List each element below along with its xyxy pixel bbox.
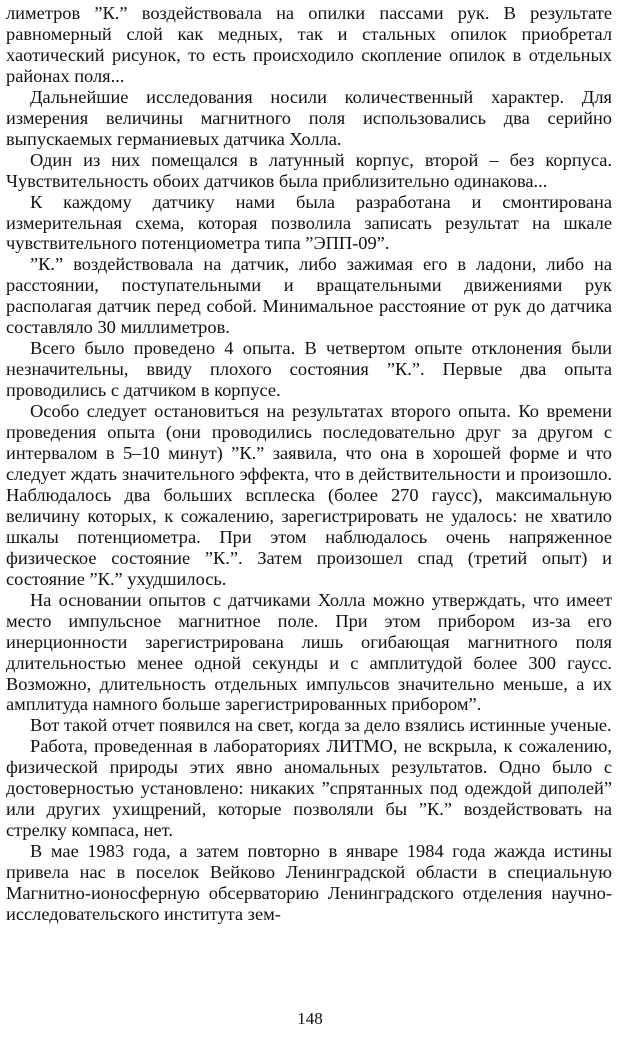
- page-number: 148: [297, 1009, 323, 1028]
- paragraph-3: Один из них помещался в латунный корпус, второй – без корпуса. Чувствительность обоих датчиков была приблизительно одинакова...: [6, 149, 612, 191]
- paragraph-2: Дальнейшие исследования носили количественный характер. Для измерения величины магнитного поля использовались два серийно выпускаемых германиевых датчика Холла.: [6, 86, 612, 149]
- paragraph-5: ”К.” воздействовала на датчик, либо зажимая его в ладони, либо на расстоянии, поступательными и вращательными движениями рук располагая датчик перед собой. Минимальное расстояние от рук до датчика составляло 30 миллиметров.: [6, 254, 612, 338]
- paragraph-10: Работа, проведенная в лабораториях ЛИТМО, не вскрыла, к сожалению, физической природы этих явно аномальных результатов. Одно было с достоверностью установлено: никаких ”спрятанных под одеждой диполей” или других ухищрений, которые позволяли бы ”К.” воздействовать на стрелку компаса, нет.: [6, 736, 612, 841]
- paragraph-8: На основании опытов с датчиками Холла можно утверждать, что имеет место импульсное магнитное поле. При этом прибором из-за его инерционности зарегистрирована лишь огибающая магнитного поля длительностью менее одной секунды и с амплитудой более 300 гаусс. Возможно, длительность отдельных импульсов значительно меньше, а их амплитуда намного больше зарегистрированных прибором”.: [6, 589, 612, 715]
- paragraph-9: Вот такой отчет появился на свет, когда за дело взялись истинные ученые.: [30, 715, 612, 736]
- paragraph-1: лиметров ”К.” воздействовала на опилки пассами рук. В результате равномерный слой как медных, так и стальных опилок приобретал хаотический рисунок, то есть происходило скопление опилок в отдельных районах поля...: [6, 3, 612, 86]
- paragraph-6: Всего было проведено 4 опыта. В четвертом опыте отклонения были незначительны, ввиду плохого состояния ”К.”. Первые два опыта проводились с датчиком в корпусе.: [6, 338, 612, 401]
- paragraph-11: В мае 1983 года, а затем повторно в январе 1984 года жажда истины привела нас в поселок Вейково Ленинградской области в специальную Магнитно-ионосферную обсерваторию Ленинградского отделения научно-исследовательского института зем-: [6, 841, 612, 924]
- paragraph-4: К каждому датчику нами была разработана и смонтирована измерительная схема, которая позволила записать результат на шкале чувствительного потенциометра типа ”ЭПП-09”.: [6, 191, 612, 254]
- paragraph-7: Особо следует остановиться на результатах второго опыта. Ко времени проведения опыта (они проводились последовательно друг за другом с интервалом в 5–10 минут) ”К.” заявила, что она в хорошей форме и что следует ждать значительного эффекта, что в действительности и произошло. Наблюдалось два больших всплеска (более 270 гаусс), максимальную величину которых, к сожалению, зарегистрировать не удалось: не хватило шкалы потенциометра. При этом наблюдалось очень напряженное физическое состояние ”К.”. Затем произошел спад (третий опыт) и состояние ”К.” ухудшилось.: [6, 401, 612, 589]
- body-text: [6, 3, 612, 925]
